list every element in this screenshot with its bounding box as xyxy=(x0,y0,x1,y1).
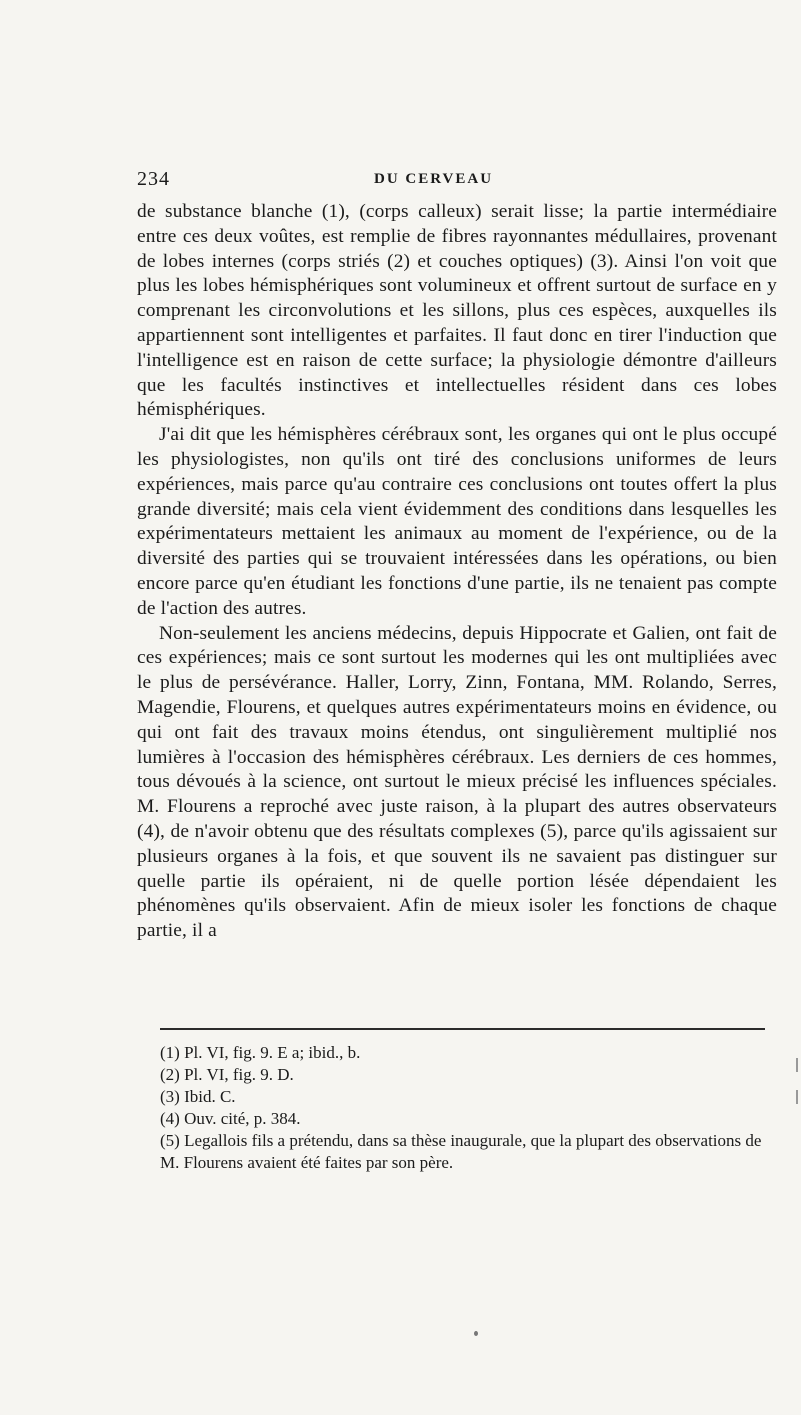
footnote-number: (5) xyxy=(160,1131,180,1150)
paragraph: Non-seulement les anciens médecins, depuis Hippocrate et Galien, ont fait de ces expériences; mais ce sont surtout les modernes qui les ont multipliées avec le plus de persévérance. Haller, Lorry, Zinn, Fontana, MM. Rolando, Serres, Magendie, Flourens, et quelques autres expérimentateurs moins en évidence, ou qui ont fait des travaux moins étendus, ont singulièrement multiplié nos lumières à l'occasion des hémisphères cérébraux. Les derniers de ces hommes, tous dévoués à la science, ont surtout le mieux précisé les influences spéciales. M. Flourens a reproché avec juste raison, à la plupart des autres observateurs (4), de n'avoir obtenu que des résultats complexes (5), parce qu'ils agissaient sur plusieurs organes à la fois, et que souvent ils ne savaient pas distinguer sur quelle partie ils opéraient, ni de quelle portion lésée dépendaient les phénomènes qu'ils observaient. Afin de mieux isoler les fonctions de chaque partie, il a xyxy=(137,622,777,942)
body-text xyxy=(137,200,777,944)
running-head xyxy=(137,168,777,190)
footnotes xyxy=(160,1042,770,1174)
footnote-number: (4) xyxy=(160,1109,180,1128)
footnote-number: (3) xyxy=(160,1087,180,1106)
footnote xyxy=(160,1130,770,1174)
footnote-text: Pl. VI, fig. 9. D. xyxy=(184,1065,294,1084)
footnote xyxy=(160,1108,770,1130)
footnote xyxy=(160,1086,770,1108)
footnote-number: (1) xyxy=(160,1043,180,1062)
footnote-text: Pl. VI, fig. 9. E a; ibid., b. xyxy=(184,1043,361,1062)
footnote xyxy=(160,1042,770,1064)
paragraph: J'ai dit que les hémisphères cérébraux sont, les organes qui ont le plus occupé les physiologistes, non qu'ils ont tiré des conclusions uniformes de leurs expériences, mais parce qu'au contraire ces conclusions ont toutes offert la plus grande diversité; mais cela vient évidemment des conditions dans lesquelles les expérimentateurs mettaient les animaux au moment de l'expérience, ou de la diversité des parties qui se trouvaient intéressées dans les opérations, ou bien encore parce qu'en étudiant les fonctions d'une partie, ils ne tenaient pas compte de l'action des autres. xyxy=(137,424,777,619)
footnote xyxy=(160,1064,770,1086)
running-title: DU CERVEAU xyxy=(374,171,494,187)
footnote-text: Ouv. cité, p. 384. xyxy=(184,1109,301,1128)
footnote-separator xyxy=(160,1028,765,1030)
footnote-text: Ibid. C. xyxy=(184,1087,236,1106)
paragraph: de substance blanche (1), (corps calleux) serait lisse; la partie intermédiaire entre ces deux voûtes, est remplie de fibres rayonnantes médullaires, provenant de lobes internes (corps striés (2) et couches optiques) (3). Ainsi l'on voit que plus les lobes hémisphériques sont volumineux et offrent surtout de surface en y comprenant les circonvolutions et les sillons, plus ces espèces, auxquelles ils appartiennent sont intelligentes et parfaites. Il faut donc en tirer l'induction que l'intelligence est en raison de cette surface; la physiologie démontre d'ailleurs que les facultés instinctives et intellectuelles résident dans ces lobes hémisphériques. xyxy=(137,201,777,421)
footnote-text: Legallois fils a prétendu, dans sa thèse inaugurale, que la plupart des observations de M. Flourens avaient été faites par son père. xyxy=(160,1131,762,1172)
edge-mark xyxy=(796,1058,798,1072)
footnote-number: (2) xyxy=(160,1065,180,1084)
edge-mark xyxy=(796,1090,798,1104)
page-number: 234 xyxy=(137,168,170,190)
ink-speck xyxy=(474,1331,478,1336)
